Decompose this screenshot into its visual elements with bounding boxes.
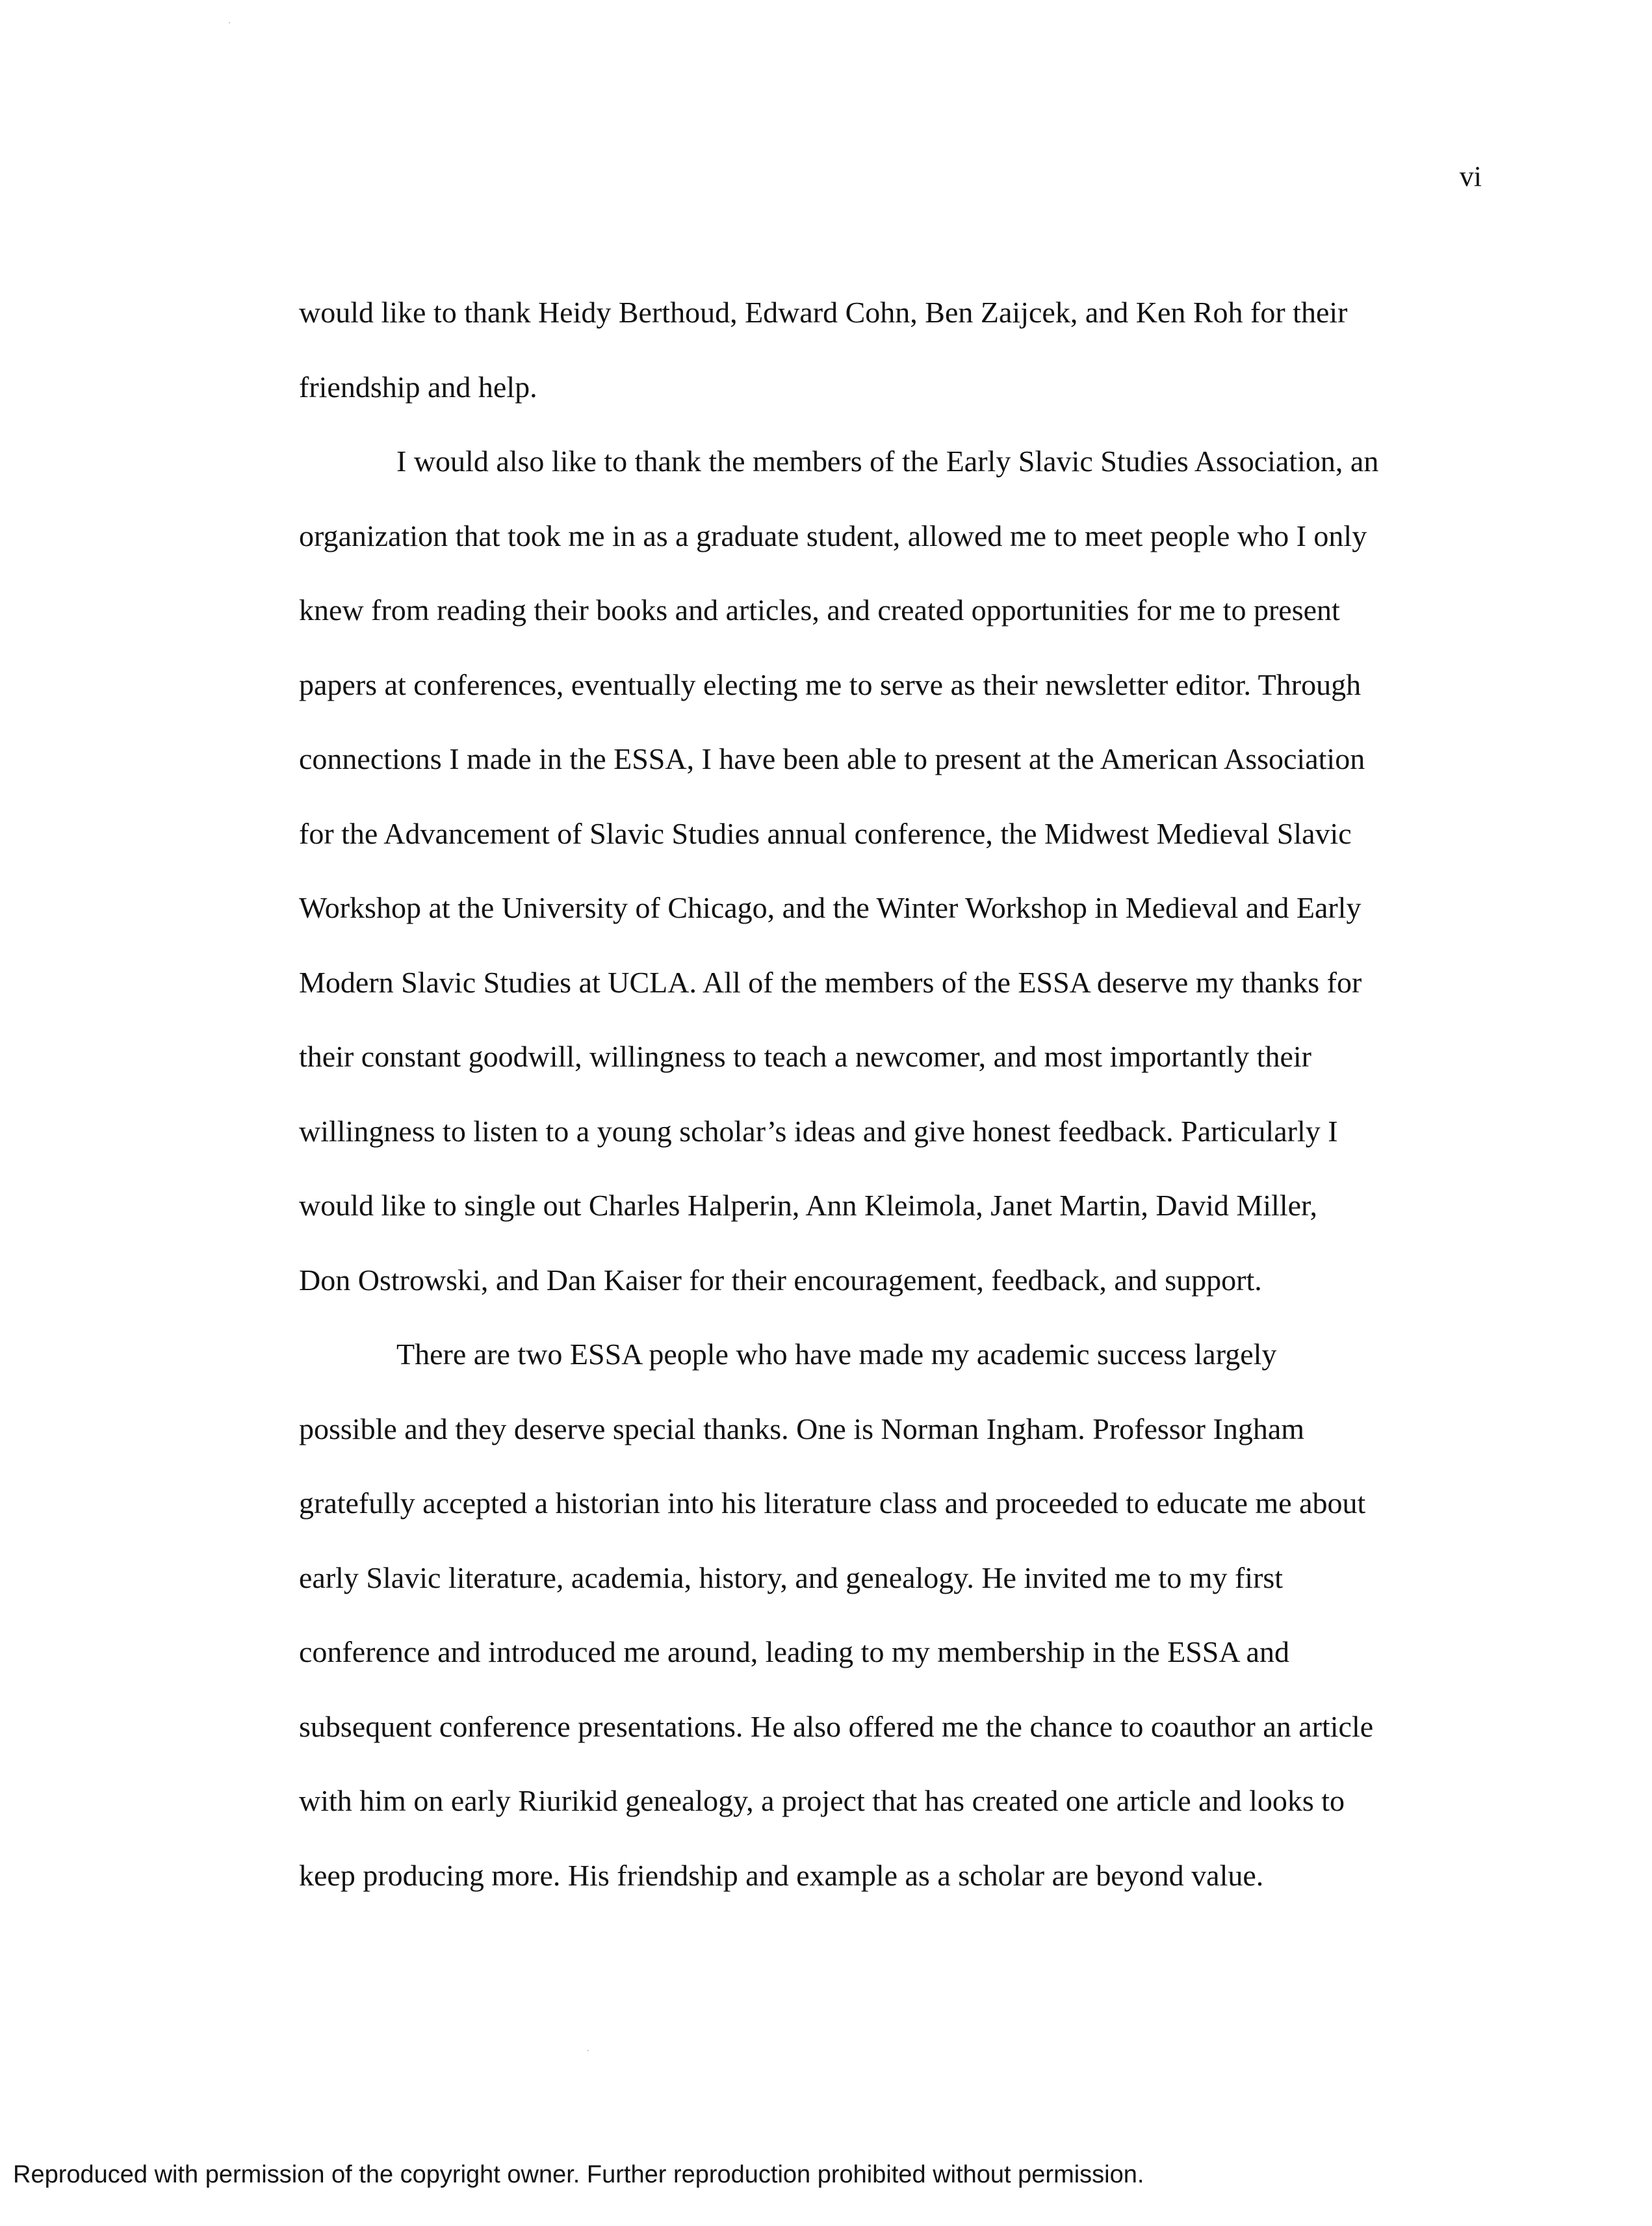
paragraph-start-line: I would also like to thank the members of the Early Slavic Studies Association, an bbox=[396, 445, 1379, 478]
text-line: for the Advancement of Slavic Studies annual conference, the Midwest Medieval Slavic bbox=[299, 816, 1352, 850]
text-line: connections I made in the ESSA, I have been able to present at the American Association bbox=[299, 742, 1365, 775]
text-line: keep producing more. His friendship and example as a scholar are beyond value. bbox=[299, 1858, 1264, 1892]
text-line: Workshop at the University of Chicago, and the Winter Workshop in Medieval and Early bbox=[299, 891, 1362, 924]
text-line: conference and introduced me around, leading to my membership in the ESSA and bbox=[299, 1635, 1289, 1668]
text-line: organization that took me in as a graduate student, allowed me to meet people who I only bbox=[299, 519, 1367, 552]
text-line: would like to single out Charles Halperin, Ann Kleimola, Janet Martin, David Miller, bbox=[299, 1189, 1317, 1222]
text-line: knew from reading their books and articles, and created opportunities for me to present bbox=[299, 593, 1340, 627]
scan-speck bbox=[229, 22, 230, 23]
copyright-notice: Reproduced with permission of the copyright owner. Further reproduction prohibited without permission. bbox=[13, 2161, 1144, 2188]
text-line: gratefully accepted a historian into his literature class and proceeded to educate me about bbox=[299, 1486, 1366, 1520]
text-line: friendship and help. bbox=[299, 370, 537, 404]
text-line: their constant goodwill, willingness to teach a newcomer, and most importantly their bbox=[299, 1040, 1311, 1073]
text-line: would like to thank Heidy Berthoud, Edward Cohn, Ben Zaijcek, and Ken Roh for their bbox=[299, 296, 1348, 329]
text-line: with him on early Riurikid genealogy, a project that has created one article and looks to bbox=[299, 1784, 1345, 1817]
scan-speck bbox=[587, 2050, 589, 2051]
page-number: vi bbox=[1459, 161, 1482, 192]
text-line: early Slavic literature, academia, history, and genealogy. He invited me to my first bbox=[299, 1560, 1284, 1594]
text-line: possible and they deserve special thanks. One is Norman Ingham. Professor Ingham bbox=[299, 1412, 1305, 1445]
body-text bbox=[299, 276, 1482, 1913]
text-line: papers at conferences, eventually electing me to serve as their newsletter editor. Through bbox=[299, 667, 1362, 701]
paragraph-start-line: There are two ESSA people who have made my academic success largely bbox=[396, 1338, 1277, 1371]
text-line: willingness to listen to a young scholar’s ideas and give honest feedback. Particularly I bbox=[299, 1114, 1338, 1148]
text-line: Don Ostrowski, and Dan Kaiser for their encouragement, feedback, and support. bbox=[299, 1263, 1262, 1297]
text-line: Modern Slavic Studies at UCLA. All of the members of the ESSA deserve my thanks for bbox=[299, 965, 1362, 999]
text-line: subsequent conference presentations. He also offered me the chance to coauthor an article bbox=[299, 1709, 1374, 1743]
